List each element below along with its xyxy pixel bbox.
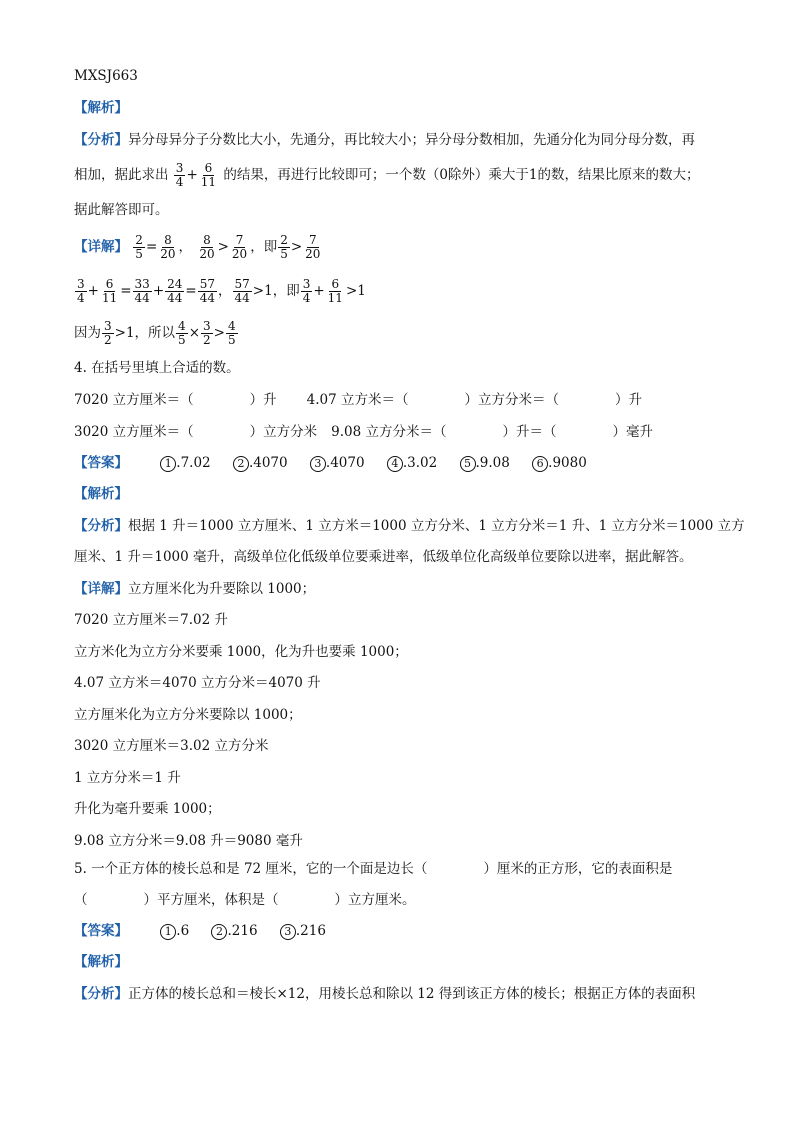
fraction: $\frac{4}{5}$ (178, 319, 186, 347)
analysis-line-2 (74, 162, 700, 189)
fraction: $\frac{8}{20}$ (199, 233, 215, 261)
equals-sign: = (120, 283, 132, 299)
fraction: $\frac{33}{44}$ (134, 277, 150, 305)
answer-value: .3.02 (402, 455, 438, 471)
jiexi-tag: 【解析】 (74, 486, 128, 502)
q5-analysis-1 (74, 984, 695, 1004)
q4-detail-1 (74, 579, 315, 599)
fraction: $\frac{7}{20}$ (305, 233, 321, 261)
analysis-tag: 【分析】 (74, 518, 128, 534)
circled-number: 2 (233, 456, 249, 472)
fraction: $\frac{3}{4}$ (175, 161, 184, 189)
analysis-text: 正方体的棱长总和＝棱长×12，用棱长总和除以 12 得到该正方体的棱长；根据正方体的表面积 (128, 986, 696, 1002)
circled-number: 1 (160, 924, 176, 940)
fraction: $\frac{4}{5}$ (227, 319, 236, 347)
answer-value: .6 (176, 923, 190, 939)
answer-value: .7.02 (176, 455, 211, 471)
jiexi-heading (74, 98, 128, 118)
answer-value: .4070 (325, 455, 365, 471)
analysis-tag: 【分析】 (74, 132, 128, 148)
detail-line-1 (74, 234, 323, 261)
fraction: $\frac{3}{4}$ (77, 277, 85, 305)
q4-jiexi (74, 484, 128, 504)
detail-tag: 【详解】 (74, 581, 128, 597)
analysis-text: 根据 1 升＝1000 立方厘米、1 立方米＝1000 立方分米、1 立方分米＝1 升、1 立方分米＝1000 立方 (128, 518, 745, 534)
circled-number: 5 (460, 456, 476, 472)
q5-jiexi (74, 952, 128, 972)
jiexi-tag: 【解析】 (74, 954, 128, 970)
analysis-line-1 (74, 130, 695, 150)
answer-tag: 【答案】 (74, 923, 128, 939)
text: ，即 (250, 239, 278, 255)
comma: ， (218, 283, 232, 299)
equals-sign: = (185, 283, 197, 299)
plus-sign: + (87, 283, 99, 299)
fraction: $\frac{57}{44}$ (199, 277, 216, 305)
analysis-text: 异分母异分子分数比大小，先通分，再比较大小；异分母分数相加，先通分化为同分母分数，再 (128, 132, 695, 148)
text: >1，所以 (114, 325, 176, 341)
detail-text: 立方厘米化为升要除以 1000； (128, 581, 316, 597)
fraction: $\frac{8}{20}$ (160, 233, 176, 261)
plus-sign: + (152, 283, 165, 299)
fraction: $\frac{3}{2}$ (104, 319, 112, 347)
analysis-text: 的结果，再进行比较即可；一个数（0除外）乘大于1的数，结果比原来的数大； (223, 167, 700, 183)
detail-line-3 (74, 320, 239, 347)
circled-number: 1 (160, 456, 176, 472)
fraction: $\frac{6}{11}$ (200, 161, 217, 189)
fraction: $\frac{3}{2}$ (203, 319, 211, 347)
analysis-text: 相加，据此求出 (74, 167, 169, 183)
analysis-tag: 【分析】 (74, 986, 128, 1002)
q4-detail-line: 4.07 立方米＝4070 立方分米＝4070 升 (74, 675, 321, 691)
answer-value: .9080 (548, 455, 587, 471)
text: >1 (252, 283, 273, 299)
jiexi-tag: 【解析】 (74, 100, 128, 116)
fraction: $\frac{6}{11}$ (327, 277, 343, 305)
q5-answers (74, 921, 326, 941)
circled-number: 2 (211, 924, 227, 940)
answer-value: .216 (227, 923, 258, 939)
greater-sign: > (217, 239, 229, 255)
q4-detail-line: 9.08 立方分米＝9.08 升＝9080 毫升 (74, 833, 303, 849)
answer-tag: 【答案】 (74, 455, 128, 471)
circled-number: 4 (387, 456, 403, 472)
q4-detail-line: 升化为毫升要乘 1000； (74, 801, 221, 817)
circled-number: 3 (280, 924, 296, 940)
q4-detail-line: 立方厘米化为立方分米要除以 1000； (74, 707, 302, 723)
doc-code: MXSJ663 (74, 68, 138, 84)
q4-answers (74, 453, 587, 473)
fraction: $\frac{6}{11}$ (101, 277, 118, 305)
q4-analysis-2: 厘米、1 升＝1000 毫升，高级单位化低级单位要乘进率，低级单位化高级单位要除以进率，据此解答。 (74, 549, 693, 565)
fraction: $\frac{2}{5}$ (280, 233, 288, 261)
times-sign: × (188, 325, 200, 341)
text: >1 (345, 283, 366, 299)
fraction: $\frac{3}{4}$ (302, 277, 311, 305)
text: 因为 (74, 325, 101, 341)
q4-title: 4. 在括号里填上合适的数。 (74, 360, 240, 376)
comma: ， (178, 239, 193, 255)
fraction: $\frac{24}{44}$ (167, 277, 183, 305)
analysis-line-3: 据此解答即可。 (74, 202, 169, 218)
q4-line-1: 7020 立方厘米＝（ ）升 4.07 立方米＝（ ）立方分米＝（ ）升 (74, 392, 643, 408)
detail-tag: 【详解】 (74, 239, 128, 255)
fraction: $\frac{57}{44}$ (234, 277, 250, 305)
detail-line-2 (74, 278, 366, 305)
greater-sign: > (290, 239, 303, 255)
circled-number: 6 (532, 456, 548, 472)
q4-detail-line: 7020 立方厘米＝7.02 升 (74, 612, 228, 628)
q4-analysis-1 (74, 516, 745, 536)
greater-sign: > (213, 325, 225, 341)
circled-number: 3 (310, 456, 326, 472)
q4-detail-line: 1 立方分米＝1 升 (74, 770, 181, 786)
q5-line-1: 5. 一个正方体的棱长总和是 72 厘米，它的一个面是边长（ ）厘米的正方形，它的表面积是 (74, 861, 673, 877)
answer-value: .216 (295, 923, 326, 939)
q4-detail-line: 立方米化为立方分米要乘 1000，化为升也要乘 1000； (74, 644, 408, 660)
q4-line-2: 3020 立方厘米＝（ ）立方分米 9.08 立方分米＝（ ）升＝（ ）毫升 (74, 424, 654, 440)
answer-value: .9.08 (475, 455, 510, 471)
q4-detail-line: 3020 立方厘米＝3.02 立方分米 (74, 738, 269, 754)
fraction: $\frac{2}{5}$ (135, 233, 143, 261)
text: ，即 (272, 283, 300, 299)
answer-value: .4070 (248, 455, 288, 471)
plus-sign: + (313, 283, 325, 299)
fraction: $\frac{7}{20}$ (231, 233, 248, 261)
plus-sign: + (186, 167, 198, 183)
q5-line-2: （ ）平方厘米，体积是（ ）立方厘米。 (74, 892, 416, 908)
equals-sign: = (145, 239, 158, 255)
